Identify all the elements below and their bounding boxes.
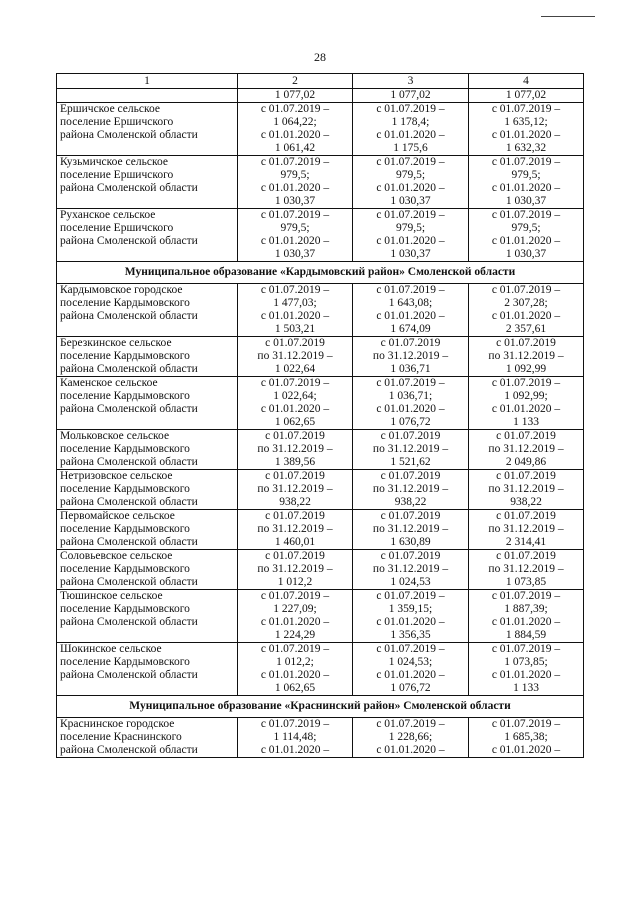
tariff-col-2-line: 938,22 xyxy=(279,496,311,508)
tariff-col-2-line: с 01.07.2019 xyxy=(265,550,325,562)
tariff-col-4-line: 979,5; xyxy=(511,222,541,234)
tariff-col-4-line: 1 133 xyxy=(513,416,539,428)
tariff-col-4-line: с 01.07.2019 – xyxy=(491,103,561,115)
tariff-col-3-line: с 01.07.2019 – xyxy=(376,590,445,602)
tariff-col-2-line: с 01.07.2019 – xyxy=(260,643,330,655)
tariff-col-4-line: с 01.07.2019 – xyxy=(491,590,561,602)
tariff-col-3-line: 1 030,37 xyxy=(390,195,431,207)
tariff-col-2-line: по 31.12.2019 – xyxy=(257,523,333,535)
tariff-col-3-line: 1 630,89 xyxy=(390,536,431,548)
tariff-col-2 xyxy=(238,470,353,510)
settlement-name xyxy=(57,430,238,470)
tariff-col-3-line: с 01.01.2020 – xyxy=(376,616,445,628)
tariff-col-4-line: 1 632,32 xyxy=(505,142,547,154)
tariff-col-3 xyxy=(353,470,469,510)
settlement-name-line: района Смоленской области xyxy=(60,182,198,194)
tariff-col-4 xyxy=(469,643,584,696)
tariff-col-2 xyxy=(238,430,353,470)
tariff-col-4 xyxy=(469,156,584,209)
tariff-col-4-line: с 01.07.2019 xyxy=(496,337,556,349)
tariff-col-2 xyxy=(238,550,353,590)
tariff-col-2-line: с 01.01.2020 – xyxy=(260,669,330,681)
tariff-col-2-line: по 31.12.2019 – xyxy=(257,483,333,495)
tariff-col-4-line: 2 314,41 xyxy=(505,536,547,548)
tariff-col-4-line: 1 884,59 xyxy=(505,629,547,641)
tariff-col-2 xyxy=(238,103,353,156)
tariff-col-4-line: 1 030,37 xyxy=(505,248,547,260)
tariff-col-2-line: 1 062,65 xyxy=(274,416,316,428)
tariff-col-2-line: 1 012,2 xyxy=(277,576,313,588)
tariff-col-3-line: 1 024,53 xyxy=(390,576,431,588)
settlement-name xyxy=(57,510,238,550)
tariff-col-4 xyxy=(469,510,584,550)
tariff-col-3-line: с 01.01.2020 – xyxy=(376,310,445,322)
settlement-name xyxy=(57,156,238,209)
settlement-name-line: Соловьевское сельское xyxy=(60,550,173,562)
settlement-name-line: района Смоленской области xyxy=(60,616,198,628)
settlement-name-line: поселение Кардымовского xyxy=(60,603,190,615)
table-row xyxy=(57,103,584,156)
settlement-name xyxy=(57,550,238,590)
tariff-col-4-line: с 01.07.2019 – xyxy=(491,284,561,296)
tariff-col-3-line: 938,22 xyxy=(394,496,427,508)
tariff-col-4-line: по 31.12.2019 – xyxy=(488,563,564,575)
settlement-name xyxy=(57,209,238,262)
settlement-name-line: района Смоленской области xyxy=(60,403,198,415)
tariff-col-4-line: с 01.07.2019 – xyxy=(491,209,561,221)
tariff-col-3-line: с 01.07.2019 – xyxy=(376,209,445,221)
tariff-col-4-line: с 01.01.2020 – xyxy=(491,616,561,628)
tariff-col-4-line: 1 073,85; xyxy=(504,656,548,668)
table-row xyxy=(57,284,584,337)
table-row xyxy=(57,510,584,550)
tariff-col-3-line: с 01.07.2019 – xyxy=(376,103,445,115)
tariff-col-4-line: с 01.07.2019 xyxy=(496,550,556,562)
tariff-col-2 xyxy=(238,590,353,643)
tariff-col-2-line: 979,5; xyxy=(280,222,310,234)
tariff-col-4 xyxy=(469,337,584,377)
table-row xyxy=(57,470,584,510)
settlement-name-line: района Смоленской области xyxy=(60,496,198,508)
tariff-col-4 xyxy=(469,430,584,470)
continuation-col-3: 1 077,02 xyxy=(353,89,469,103)
tariff-col-4-line: с 01.07.2019 – xyxy=(491,156,561,168)
tariff-col-3-line: 1 359,15; xyxy=(388,603,433,615)
tariff-table xyxy=(56,73,584,758)
settlement-name-line: Ершичское сельское xyxy=(60,103,160,115)
settlement-name-line: района Смоленской области xyxy=(60,235,198,247)
settlement-name xyxy=(57,470,238,510)
tariff-col-4-line: с 01.01.2020 – xyxy=(491,235,561,247)
tariff-col-3-line: 1 175,6 xyxy=(393,142,428,154)
tariff-col-4-line: 1 887,39; xyxy=(504,603,548,615)
tariff-col-2-line: с 01.07.2019 – xyxy=(260,103,330,115)
tariff-col-4-line: 1 030,37 xyxy=(505,195,547,207)
tariff-col-2 xyxy=(238,337,353,377)
settlement-name-line: поселение Кардымовского xyxy=(60,563,190,575)
tariff-col-3-line: с 01.01.2020 – xyxy=(376,129,445,141)
tariff-col-3-line: 1 178,4; xyxy=(391,116,430,128)
tariff-col-2-line: по 31.12.2019 – xyxy=(257,350,333,362)
tariff-col-4-line: с 01.07.2019 – xyxy=(491,643,561,655)
tariff-col-2-line: по 31.12.2019 – xyxy=(257,443,333,455)
settlement-name-line: Краснинское городское xyxy=(60,718,175,730)
table-row xyxy=(57,550,584,590)
tariff-col-3-line: 1 036,71; xyxy=(388,390,433,402)
continuation-col-2: 1 077,02 xyxy=(238,89,353,103)
tariff-col-2-line: 979,5; xyxy=(280,169,310,181)
tariff-col-4-line: с 01.07.2019 xyxy=(496,510,556,522)
tariff-col-3-line: с 01.01.2020 – xyxy=(376,744,445,756)
section-heading: Муниципальное образование «Кардымовский район» Смоленской области xyxy=(57,262,584,284)
tariff-col-2-line: с 01.07.2019 xyxy=(265,430,325,442)
tariff-col-3-line: с 01.07.2019 xyxy=(380,550,441,562)
tariff-col-3-line: 979,5; xyxy=(395,169,426,181)
tariff-col-3-line: с 01.07.2019 – xyxy=(376,377,445,389)
settlement-name-line: Мольковское сельское xyxy=(60,430,170,442)
tariff-col-2-line: с 01.01.2020 – xyxy=(260,744,330,756)
tariff-col-4-line: с 01.01.2020 – xyxy=(491,182,561,194)
tariff-col-2 xyxy=(238,510,353,550)
settlement-name-line: Кардымовское городское xyxy=(60,284,183,296)
tariff-col-4-line: 1 073,85 xyxy=(505,576,547,588)
tariff-col-2-line: с 01.01.2020 – xyxy=(260,403,330,415)
tariff-col-4 xyxy=(469,209,584,262)
tariff-col-4-line: по 31.12.2019 – xyxy=(488,443,564,455)
settlement-name-line: поселение Кардымовского xyxy=(60,443,190,455)
settlement-name-line: поселение Ершичского xyxy=(60,222,174,234)
tariff-col-4 xyxy=(469,470,584,510)
settlement-name-line: района Смоленской области xyxy=(60,310,198,322)
settlement-name-line: Березкинское сельское xyxy=(60,337,172,349)
tariff-col-2-line: 1 460,01 xyxy=(274,536,316,548)
tariff-col-4 xyxy=(469,550,584,590)
tariff-col-3 xyxy=(353,643,469,696)
settlement-name-line: поселение Ершичского xyxy=(60,169,174,181)
settlement-name-line: района Смоленской области xyxy=(60,744,198,756)
tariff-col-3 xyxy=(353,103,469,156)
tariff-col-3 xyxy=(353,590,469,643)
header-col-3: 3 xyxy=(353,74,469,89)
table-row xyxy=(57,209,584,262)
tariff-col-4-line: с 01.01.2020 – xyxy=(491,669,561,681)
tariff-col-2-line: с 01.07.2019 – xyxy=(260,209,330,221)
settlement-name xyxy=(57,103,238,156)
tariff-col-2-line: 1 062,65 xyxy=(274,682,316,694)
table-row xyxy=(57,156,584,209)
tariff-col-3-line: с 01.01.2020 – xyxy=(376,235,445,247)
settlement-name-line: района Смоленской области xyxy=(60,456,198,468)
continuation-name xyxy=(57,89,238,103)
tariff-col-2-line: с 01.07.2019 xyxy=(265,470,325,482)
tariff-col-3-line: с 01.07.2019 – xyxy=(376,284,445,296)
settlement-name-line: Первомайское сельское xyxy=(60,510,175,522)
tariff-col-3-line: 1 076,72 xyxy=(390,416,431,428)
header-col-4: 4 xyxy=(469,74,584,89)
tariff-col-2-line: 1 114,48; xyxy=(273,731,317,743)
tariff-col-3 xyxy=(353,430,469,470)
settlement-name-line: поселение Кардымовского xyxy=(60,483,190,495)
tariff-col-4 xyxy=(469,103,584,156)
tariff-col-4-line: 938,22 xyxy=(510,496,542,508)
tariff-col-3-line: по 31.12.2019 – xyxy=(372,443,449,455)
tariff-col-4-line: с 01.01.2020 – xyxy=(491,744,561,756)
tariff-col-2 xyxy=(238,718,353,758)
tariff-col-2-line: с 01.01.2020 – xyxy=(260,182,330,194)
tariff-col-4-line: по 31.12.2019 – xyxy=(488,483,564,495)
tariff-col-3-line: 1 674,09 xyxy=(390,323,431,335)
tariff-col-3-line: с 01.01.2020 – xyxy=(376,669,445,681)
tariff-col-3-line: с 01.01.2020 – xyxy=(376,182,445,194)
tariff-col-3 xyxy=(353,377,469,430)
tariff-col-3-line: 1 024,53; xyxy=(388,656,433,668)
tariff-col-2-line: 1 503,21 xyxy=(274,323,316,335)
settlement-name-line: района Смоленской области xyxy=(60,669,198,681)
settlement-name xyxy=(57,377,238,430)
tariff-col-4-line: 1 635,12; xyxy=(504,116,548,128)
page-number: 28 xyxy=(314,50,326,64)
settlement-name-line: района Смоленской области xyxy=(60,576,198,588)
tariff-col-3-line: с 01.01.2020 – xyxy=(376,403,445,415)
settlement-name-line: Шокинское сельское xyxy=(60,643,162,655)
tariff-col-2-line: с 01.07.2019 – xyxy=(260,718,330,730)
tariff-col-4-line: с 01.07.2019 – xyxy=(491,718,561,730)
tariff-col-3-line: по 31.12.2019 – xyxy=(372,523,449,535)
continuation-row xyxy=(57,89,584,103)
tariff-col-2 xyxy=(238,377,353,430)
tariff-col-4-line: 1 133 xyxy=(513,682,539,694)
tariff-col-2-line: 1 022,64 xyxy=(274,363,316,375)
settlement-name-line: Тюшинское сельское xyxy=(60,590,163,602)
settlement-name-line: Кузьмичское сельское xyxy=(60,156,168,168)
tariff-col-2-line: 1 064,22; xyxy=(273,116,317,128)
settlement-name-line: Руханское сельское xyxy=(60,209,156,221)
tariff-col-3-line: 979,5; xyxy=(395,222,426,234)
tariff-col-3 xyxy=(353,550,469,590)
header-rule xyxy=(541,16,595,17)
tariff-col-3 xyxy=(353,284,469,337)
tariff-col-2 xyxy=(238,284,353,337)
settlement-name-line: района Смоленской области xyxy=(60,363,198,375)
settlement-name-line: района Смоленской области xyxy=(60,536,198,548)
table-row xyxy=(57,430,584,470)
settlement-name-line: поселение Кардымовского xyxy=(60,390,190,402)
tariff-col-2-line: 1 061,42 xyxy=(274,142,316,154)
tariff-col-2-line: с 01.07.2019 – xyxy=(260,590,330,602)
tariff-col-3 xyxy=(353,718,469,758)
tariff-col-4 xyxy=(469,377,584,430)
section-heading: Муниципальное образование «Краснинский район» Смоленской области xyxy=(57,696,584,718)
tariff-col-2-line: с 01.07.2019 xyxy=(265,337,325,349)
tariff-col-3-line: 1 076,72 xyxy=(390,682,431,694)
settlement-name-line: поселение Кардымовского xyxy=(60,297,190,309)
settlement-name xyxy=(57,590,238,643)
tariff-col-4-line: 1 092,99; xyxy=(504,390,548,402)
tariff-col-3-line: с 01.07.2019 xyxy=(380,510,441,522)
tariff-col-4-line: с 01.07.2019 xyxy=(496,470,556,482)
tariff-col-3-line: с 01.07.2019 – xyxy=(376,718,445,730)
tariff-col-3-line: по 31.12.2019 – xyxy=(372,483,449,495)
tariff-col-2-line: 1 030,37 xyxy=(274,248,316,260)
tariff-col-4 xyxy=(469,718,584,758)
table-row xyxy=(57,377,584,430)
settlement-name-line: поселение Кардымовского xyxy=(60,350,190,362)
tariff-col-2-line: с 01.01.2020 – xyxy=(260,129,330,141)
table-row xyxy=(57,590,584,643)
tariff-col-4 xyxy=(469,284,584,337)
tariff-col-4-line: 1 685,38; xyxy=(504,731,548,743)
tariff-col-3 xyxy=(353,156,469,209)
tariff-col-2-line: с 01.01.2020 – xyxy=(260,616,330,628)
tariff-col-2-line: с 01.07.2019 xyxy=(265,510,325,522)
tariff-col-4-line: с 01.07.2019 – xyxy=(491,377,561,389)
tariff-col-4-line: 2 307,28; xyxy=(504,297,548,309)
tariff-col-4-line: 2 357,61 xyxy=(505,323,547,335)
settlement-name-line: поселение Кардымовского xyxy=(60,656,190,668)
tariff-col-2-line: 1 389,56 xyxy=(274,456,316,468)
table-row xyxy=(57,337,584,377)
tariff-col-2-line: 1 022,64; xyxy=(273,390,317,402)
tariff-col-3 xyxy=(353,510,469,550)
tariff-col-4-line: 1 092,99 xyxy=(505,363,547,375)
tariff-col-2-line: 1 227,09; xyxy=(273,603,317,615)
tariff-col-3-line: 1 643,08; xyxy=(388,297,433,309)
tariff-col-2-line: с 01.07.2019 – xyxy=(260,284,330,296)
tariff-col-3-line: 1 228,66; xyxy=(388,731,433,743)
settlement-name-line: поселение Кардымовского xyxy=(60,523,190,535)
tariff-col-3-line: с 01.07.2019 xyxy=(380,470,441,482)
tariff-col-2-line: с 01.07.2019 – xyxy=(260,156,330,168)
header-col-1: 1 xyxy=(57,74,238,89)
tariff-col-4-line: с 01.07.2019 xyxy=(496,430,556,442)
table-header-row xyxy=(57,74,584,89)
tariff-col-3-line: с 01.07.2019 – xyxy=(376,643,445,655)
continuation-col-4: 1 077,02 xyxy=(469,89,584,103)
section-heading-row xyxy=(57,696,584,718)
table-row xyxy=(57,718,584,758)
tariff-col-2-line: с 01.07.2019 – xyxy=(260,377,330,389)
settlement-name-line: Каменское сельское xyxy=(60,377,158,389)
settlement-name xyxy=(57,643,238,696)
settlement-name xyxy=(57,284,238,337)
settlement-name-line: Нетризовское сельское xyxy=(60,470,173,482)
tariff-col-3-line: по 31.12.2019 – xyxy=(372,563,449,575)
tariff-col-4-line: с 01.01.2020 – xyxy=(491,403,561,415)
tariff-col-2 xyxy=(238,156,353,209)
tariff-col-3-line: 1 036,71 xyxy=(390,363,431,375)
tariff-col-2 xyxy=(238,643,353,696)
tariff-col-3-line: 1 356,35 xyxy=(390,629,431,641)
tariff-col-4-line: с 01.01.2020 – xyxy=(491,310,561,322)
tariff-col-4-line: с 01.01.2020 – xyxy=(491,129,561,141)
tariff-col-2-line: 1 012,2; xyxy=(276,656,314,668)
settlement-name xyxy=(57,718,238,758)
tariff-col-4 xyxy=(469,590,584,643)
tariff-col-4-line: 979,5; xyxy=(511,169,541,181)
settlement-name-line: поселение Ершичского xyxy=(60,116,174,128)
tariff-col-4-line: 2 049,86 xyxy=(505,456,547,468)
section-heading-row xyxy=(57,262,584,284)
header-col-2: 2 xyxy=(238,74,353,89)
tariff-col-2 xyxy=(238,209,353,262)
tariff-col-3-line: с 01.07.2019 – xyxy=(376,156,445,168)
tariff-col-2-line: 1 477,03; xyxy=(273,297,317,309)
tariff-col-2-line: с 01.01.2020 – xyxy=(260,235,330,247)
tariff-col-3-line: с 01.07.2019 xyxy=(380,430,441,442)
tariff-col-2-line: 1 030,37 xyxy=(274,195,316,207)
tariff-col-2-line: с 01.01.2020 – xyxy=(260,310,330,322)
tariff-col-2-line: 1 224,29 xyxy=(274,629,316,641)
settlement-name-line: поселение Краснинского xyxy=(60,731,182,743)
settlement-name xyxy=(57,337,238,377)
table-row xyxy=(57,643,584,696)
tariff-col-3 xyxy=(353,337,469,377)
tariff-col-4-line: по 31.12.2019 – xyxy=(488,350,564,362)
tariff-col-3-line: 1 030,37 xyxy=(390,248,431,260)
tariff-col-2-line: по 31.12.2019 – xyxy=(257,563,333,575)
tariff-col-3-line: по 31.12.2019 – xyxy=(372,350,449,362)
tariff-col-3 xyxy=(353,209,469,262)
tariff-col-3-line: 1 521,62 xyxy=(390,456,431,468)
settlement-name-line: района Смоленской области xyxy=(60,129,198,141)
tariff-col-4-line: по 31.12.2019 – xyxy=(488,523,564,535)
tariff-col-3-line: с 01.07.2019 xyxy=(380,337,441,349)
